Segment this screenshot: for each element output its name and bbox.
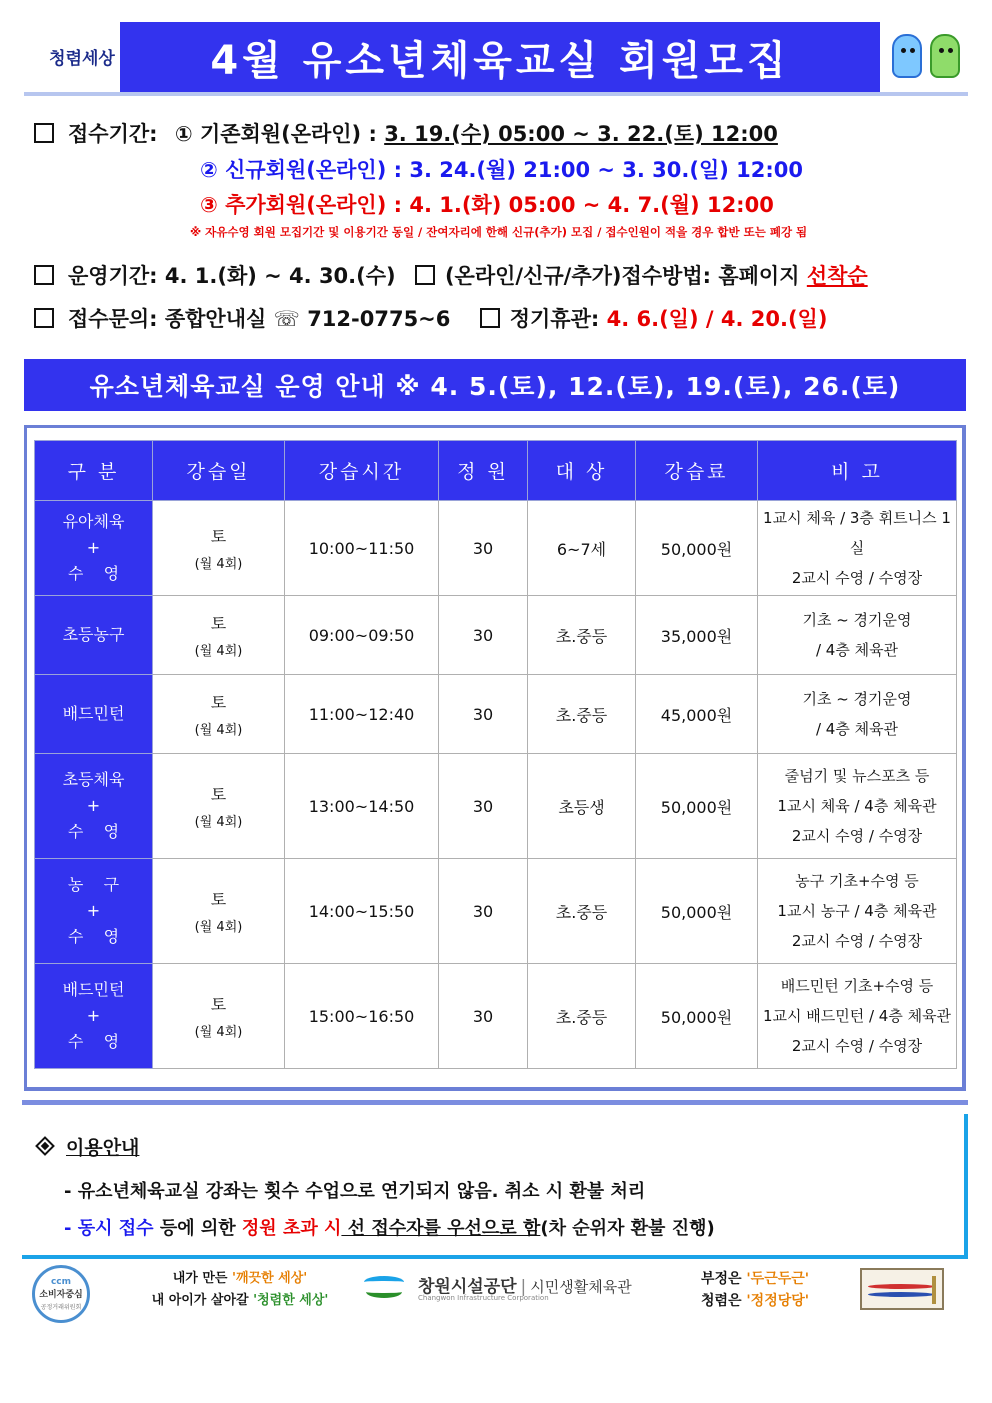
category-line: 배드민턴 (62, 704, 125, 723)
header (22, 22, 968, 92)
day-text: 토 (210, 693, 227, 712)
col-header-category: 구 분 (35, 441, 153, 501)
slogan-text: 내 아이가 살아갈 (151, 1293, 254, 1308)
usage-emphasis-red: 정원 초과 시 (241, 1218, 342, 1239)
category-line: 유아체육 (62, 512, 125, 531)
day-sub: (월 4회) (194, 1025, 243, 1040)
time-cell: 10:00~11:50 (285, 501, 439, 596)
fee-cell: 50,000원 (636, 859, 758, 964)
target-cell: 초.중등 (528, 964, 636, 1069)
ccm-badge (32, 1265, 90, 1323)
day-cell (153, 859, 285, 964)
slogan-integrity (680, 1268, 830, 1312)
remark-line: 2교시 수영 / 수영장 (791, 569, 923, 587)
inquiry-phone: 712-0775~6 (307, 307, 451, 331)
capacity-cell: 30 (439, 859, 528, 964)
target-cell: 초등생 (528, 754, 636, 859)
day-cell (153, 596, 285, 675)
day-text: 토 (210, 527, 227, 546)
fee-cell: 45,000원 (636, 675, 758, 754)
category-line: 배드민턴 (62, 980, 125, 999)
inquiry-place: 종합안내실 (164, 307, 267, 331)
slogan-text: 내가 만든 (172, 1271, 232, 1286)
usage-emphasis-blue: - 동시 접수 (64, 1218, 154, 1239)
category-line: 농 구 (67, 875, 120, 894)
registration-line-2: ② 신규회원(온라인) : 3. 24.(월) 21:00 ~ 3. 30.(일) 12:00 (200, 158, 804, 182)
capacity-cell: 30 (439, 675, 528, 754)
usage-title-text: 이용안내 (66, 1137, 140, 1159)
checkbox-icon (34, 308, 54, 328)
logo-text: 청렴세상 (49, 48, 115, 69)
category-line: + (86, 538, 101, 557)
usage-line-1: - 유소년체육교실 강좌는 횟수 수업으로 연기되지 않음. 취소 시 환불 처리 (64, 1181, 646, 1202)
target-cell: 초.중등 (528, 675, 636, 754)
day-text: 토 (210, 890, 227, 909)
category-cell (35, 859, 153, 964)
col-header-time: 강습시간 (285, 441, 439, 501)
category-line: 수 영 (67, 1032, 120, 1051)
col-header-remark: 비 고 (758, 441, 957, 501)
remark-line: / 4층 체육관 (815, 720, 899, 738)
day-cell (153, 754, 285, 859)
fee-cell: 50,000원 (636, 754, 758, 859)
table-row (35, 675, 957, 754)
time-cell: 15:00~16:50 (285, 964, 439, 1069)
reg-period-1: 3. 19.(수) 05:00 ~ 3. 22.(토) 12:00 (384, 122, 778, 146)
reg-num-3: ③ (200, 193, 218, 217)
category-line: 초등체육 (62, 770, 125, 789)
remark-line: 1교시 농구 / 4층 체육관 (777, 902, 937, 920)
slogan-emphasis: '두근두근' (746, 1271, 810, 1287)
category-line: 수 영 (67, 927, 120, 946)
col-header-day: 강습일 (153, 441, 285, 501)
fee-cell: 50,000원 (636, 501, 758, 596)
phone-icon: ☏ (273, 307, 300, 331)
remark-line: 1교시 체육 / 3층 휘트니스 1실 (763, 509, 951, 557)
slogan-text: 청렴은 (700, 1293, 747, 1309)
fee-cell: 35,000원 (636, 596, 758, 675)
title-box (120, 22, 880, 92)
category-cell (35, 501, 153, 596)
banner-text: 유소년체육교실 운영 안내 ※ 4. 5.(토), 12.(토), 19.(토), 26.(토) (89, 372, 901, 401)
remark-line: / 4층 체육관 (815, 641, 899, 659)
time-cell: 11:00~12:40 (285, 675, 439, 754)
cheongnyeom-logo (42, 36, 122, 76)
corp-sub-text: 시민생활체육관 (530, 1278, 632, 1296)
table-row (35, 964, 957, 1069)
corporation-english: Changwon Infrastructure Corporation (418, 1294, 549, 1302)
remark-cell (758, 859, 957, 964)
mascot-blue-icon (892, 34, 922, 78)
operation-line (34, 260, 868, 290)
page-title: 4월 유소년체육교실 회원모집 (210, 37, 790, 84)
day-sub: (월 4회) (194, 920, 243, 935)
usage-underlined: 선 접수자를 우선으로 함 (341, 1218, 541, 1239)
remark-line: 기초 ~ 경기운영 (802, 690, 912, 708)
table-row (35, 501, 957, 596)
table-row (35, 859, 957, 964)
col-header-target: 대 상 (528, 441, 636, 501)
operation-label: 운영기간: (68, 264, 158, 288)
remark-line: 1교시 체육 / 4층 체육관 (777, 797, 937, 815)
reg-label-3: 추가회원(온라인) (225, 193, 387, 217)
reg-label-2: 신규회원(온라인) (225, 158, 387, 182)
time-cell: 09:00~09:50 (285, 596, 439, 675)
usage-title (38, 1133, 139, 1160)
slogan-clean-world (140, 1268, 340, 1312)
closed-dates: 4. 6.(일) / 4. 20.(일) (606, 307, 828, 331)
method-label: (온라인/신규/추가)접수방법: (444, 264, 712, 288)
time-cell: 14:00~15:50 (285, 859, 439, 964)
slogan-text: 부정은 (700, 1271, 747, 1287)
registration-line-3: ③ 추가회원(온라인) : 4. 1.(화) 05:00 ~ 4. 7.(월) 12:00 (200, 193, 774, 217)
closed-label: 정기휴관: (509, 307, 600, 331)
reg-num-1: ① (174, 122, 193, 146)
capacity-cell: 30 (439, 501, 528, 596)
remark-line: 농구 기초+수영 등 (795, 872, 919, 890)
category-line: 초등농구 (62, 625, 125, 644)
target-cell: 초.중등 (528, 859, 636, 964)
day-cell (153, 501, 285, 596)
table-row (35, 596, 957, 675)
slogan-emphasis: '깨끗한 세상' (232, 1271, 308, 1286)
table-row (35, 754, 957, 859)
registration-line-1: 접수기간: ① 기존회원(온라인) : 3. 19.(수) 05:00 ~ 3. 22.(토) 12:00 (34, 118, 778, 148)
usage-paren: (차 순위자 환불 진행) (540, 1218, 715, 1239)
day-text: 토 (210, 995, 227, 1014)
ccm-label: 소비자중심 (39, 1290, 83, 1300)
ccm-sub: 공정거래위원회 (40, 1304, 82, 1311)
day-text: 토 (210, 785, 227, 804)
header-divider (24, 92, 968, 96)
remark-cell (758, 596, 957, 675)
registration-note: ※ 자유수영 회원 모집기간 및 이용기간 동일 / 잔여자리에 한해 신규(추가) 모집 / 접수인원이 적을 경우 합반 또는 폐강 됨 (190, 225, 808, 239)
day-sub: (월 4회) (194, 815, 243, 830)
day-sub: (월 4회) (194, 723, 243, 738)
remark-line: 배드민턴 기초+수영 등 (780, 977, 934, 995)
capacity-cell: 30 (439, 596, 528, 675)
category-cell (35, 675, 153, 754)
registration-label: 접수기간: (68, 122, 158, 146)
remark-line: 기초 ~ 경기운영 (802, 611, 912, 629)
col-header-fee: 강습료 (636, 441, 758, 501)
checkbox-icon (415, 265, 435, 285)
day-sub: (월 4회) (194, 644, 243, 659)
category-line: + (86, 901, 101, 920)
reg-num-2: ② (200, 158, 218, 182)
category-cell (35, 596, 153, 675)
reg-label-1: 기존회원(온라인) (199, 122, 362, 146)
remark-cell (758, 675, 957, 754)
remark-cell (758, 754, 957, 859)
section-banner (24, 359, 966, 411)
mascot-green-icon (930, 34, 960, 78)
slogan-emphasis: '정정당당' (746, 1293, 810, 1309)
inquiry-label: 접수문의: (68, 307, 158, 331)
category-line: + (86, 796, 101, 815)
slogan-emphasis: '청렴한 세상' (253, 1293, 329, 1308)
day-cell (153, 675, 285, 754)
corporation-logo (362, 1268, 662, 1310)
capacity-cell: 30 (439, 964, 528, 1069)
remark-line: 2교시 수영 / 수영장 (791, 932, 923, 950)
usage-text: 등에 의한 (153, 1218, 242, 1239)
usage-line-2 (64, 1214, 715, 1240)
section-divider (22, 1100, 968, 1105)
method-emphasis: 선착순 (806, 264, 868, 288)
inquiry-line (34, 303, 827, 333)
category-line: + (86, 1006, 101, 1025)
target-cell: 6~7세 (528, 501, 636, 596)
remark-cell (758, 964, 957, 1069)
remark-line: 1교시 배드민턴 / 4층 체육관 (762, 1007, 952, 1025)
category-line: 수 영 (67, 564, 120, 583)
corporation-mark-icon (362, 1270, 406, 1306)
category-line: 수 영 (67, 822, 120, 841)
corp-name-text: 창원시설공단 (418, 1277, 517, 1297)
target-cell: 초.중등 (528, 596, 636, 675)
day-sub: (월 4회) (194, 557, 243, 572)
time-cell: 13:00~14:50 (285, 754, 439, 859)
reg-period-3: 4. 1.(화) 05:00 ~ 4. 7.(월) 12:00 (409, 193, 774, 217)
ccm-text: ccm (50, 1277, 72, 1287)
checkbox-icon (34, 265, 54, 285)
day-cell (153, 964, 285, 1069)
certification-seal-icon (860, 1268, 944, 1310)
remark-line: 2교시 수영 / 수영장 (791, 1037, 923, 1055)
program-table (34, 440, 957, 1069)
operation-period: 4. 1.(화) ~ 4. 30.(수) (164, 264, 396, 288)
category-cell (35, 754, 153, 859)
category-cell (35, 964, 153, 1069)
remark-cell (758, 501, 957, 596)
method-value: 홈페이지 (718, 264, 800, 288)
corp-separator: | (520, 1277, 527, 1297)
capacity-cell: 30 (439, 754, 528, 859)
remark-line: 줄넘기 및 뉴스포츠 등 (784, 767, 930, 785)
checkbox-icon (480, 308, 500, 328)
remark-line: 2교시 수영 / 수영장 (791, 827, 923, 845)
checkbox-icon (34, 123, 54, 143)
diamond-bullet-icon (35, 1136, 55, 1156)
mascot-icons (890, 30, 964, 84)
fee-cell: 50,000원 (636, 964, 758, 1069)
reg-period-2: 3. 24.(월) 21:00 ~ 3. 30.(일) 12:00 (409, 158, 804, 182)
table-header-row (35, 441, 957, 501)
day-text: 토 (210, 614, 227, 633)
col-header-capacity: 정 원 (439, 441, 528, 501)
